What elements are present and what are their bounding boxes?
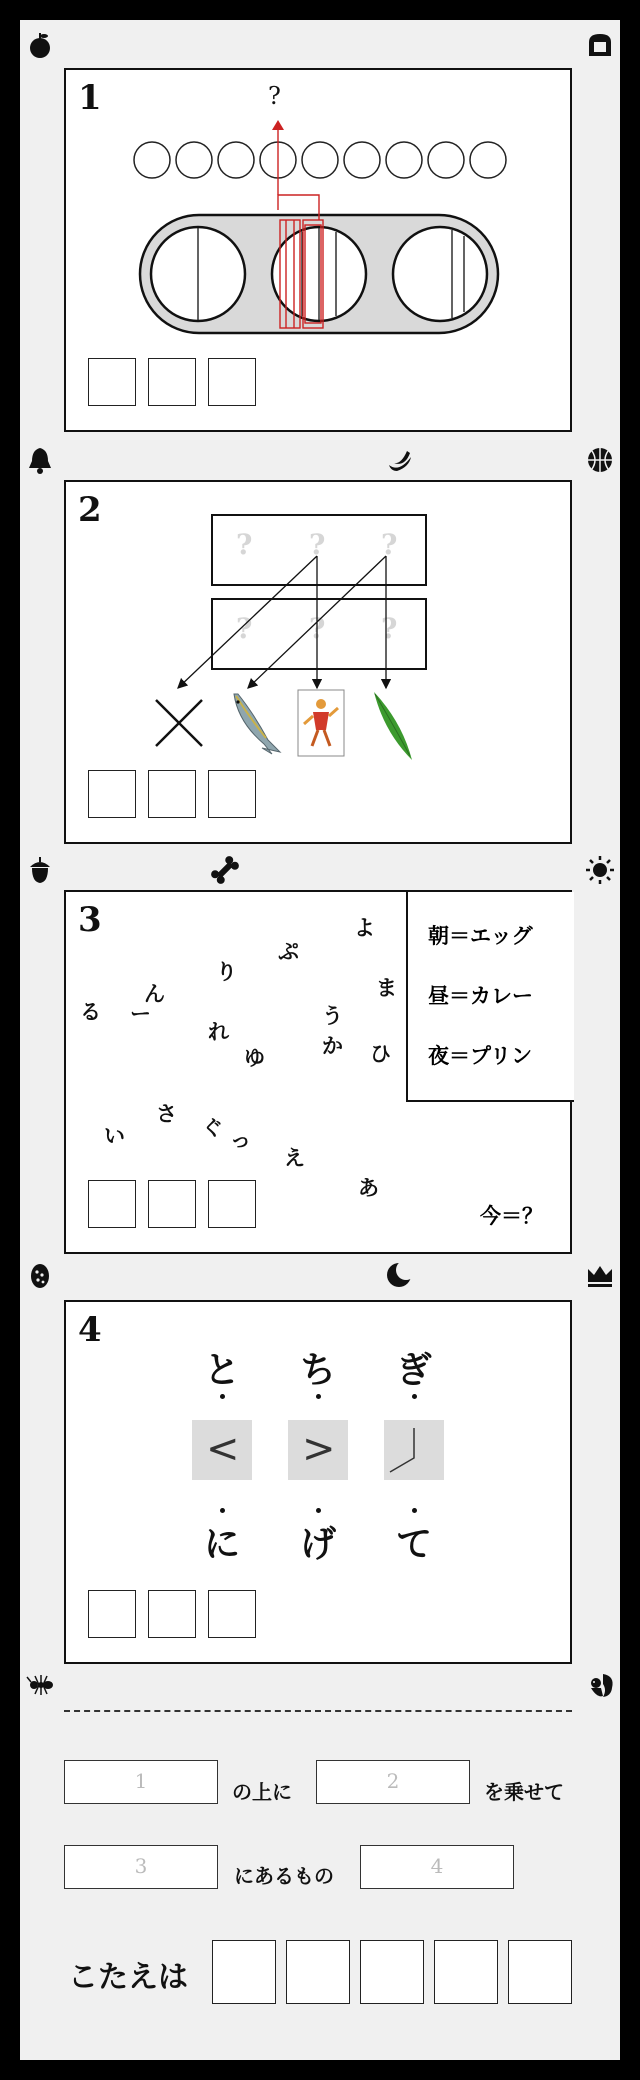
panel-number: 2 bbox=[78, 490, 102, 530]
upper-q-1: ? bbox=[236, 528, 253, 561]
egg-icon bbox=[25, 1260, 55, 1290]
final-answer-box-5[interactable] bbox=[508, 1940, 572, 2004]
symbol-box-1: < bbox=[192, 1420, 252, 1480]
lower-q-2: ? bbox=[309, 612, 326, 645]
now-question: 今＝？ bbox=[480, 1203, 543, 1228]
kana-char: れ bbox=[208, 1019, 229, 1044]
final-answer-box-1[interactable] bbox=[212, 1940, 276, 2004]
answer-label: こたえは bbox=[68, 1960, 188, 1995]
basketball-icon bbox=[585, 445, 615, 475]
text-nosete: を乗せて bbox=[484, 1780, 564, 1804]
moon-icon bbox=[385, 1260, 415, 1290]
dashed-divider bbox=[64, 1710, 572, 1712]
top-kana-2: ち bbox=[299, 1349, 336, 1391]
answer-box-2[interactable] bbox=[148, 770, 196, 818]
puzzle-sheet bbox=[20, 20, 620, 2060]
panel-number: 1 bbox=[78, 78, 102, 118]
final-answer-box-3[interactable] bbox=[360, 1940, 424, 2004]
corner-stroke-icon bbox=[384, 1420, 444, 1480]
answer-box-1[interactable] bbox=[88, 358, 136, 406]
lower-q-3: ? bbox=[381, 612, 398, 645]
crown-icon bbox=[585, 1260, 615, 1290]
kana-char: か bbox=[322, 1033, 343, 1058]
final-answer-box-4[interactable] bbox=[434, 1940, 498, 2004]
kana-char: え bbox=[284, 1145, 305, 1170]
panel-number: 4 bbox=[78, 1310, 102, 1350]
upper-q-3: ? bbox=[381, 528, 398, 561]
kana-char: ゆ bbox=[244, 1045, 265, 1070]
bell-icon bbox=[25, 445, 55, 475]
clue-box bbox=[406, 892, 574, 1102]
playing-card-icon bbox=[298, 690, 344, 756]
bamboo-leaf-icon bbox=[374, 692, 412, 760]
blank-1[interactable]: 1 bbox=[64, 1760, 218, 1804]
puzzle-panel-1 bbox=[64, 68, 572, 432]
marker-dot bbox=[316, 1508, 321, 1513]
bread-icon bbox=[585, 30, 615, 60]
kana-char: ー bbox=[130, 1001, 151, 1026]
cross-icon bbox=[156, 700, 202, 746]
answer-box-3[interactable] bbox=[208, 358, 256, 406]
blank-4[interactable]: 4 bbox=[360, 1845, 514, 1889]
kana-char: っ bbox=[230, 1127, 251, 1152]
answer-box-3[interactable] bbox=[208, 770, 256, 818]
clue-noon: 昼＝カレー bbox=[428, 983, 533, 1008]
answer-box-1[interactable] bbox=[88, 1590, 136, 1638]
answer-box-3[interactable] bbox=[208, 1180, 256, 1228]
answer-box-2[interactable] bbox=[148, 358, 196, 406]
kana-char: る bbox=[80, 999, 101, 1024]
marker-dot bbox=[412, 1508, 417, 1513]
banana-icon bbox=[385, 445, 415, 475]
marker-dot bbox=[220, 1394, 225, 1399]
symbol-box-3 bbox=[384, 1420, 444, 1480]
ant-icon bbox=[25, 1670, 55, 1700]
answer-box-2[interactable] bbox=[148, 1180, 196, 1228]
bottom-kana-3: て bbox=[395, 1523, 432, 1565]
top-kana-1: と bbox=[203, 1349, 240, 1391]
lower-q-1: ? bbox=[236, 612, 253, 645]
kana-char: ぷ bbox=[278, 939, 299, 964]
answer-box-1[interactable] bbox=[88, 1180, 136, 1228]
answer-box-1[interactable] bbox=[88, 770, 136, 818]
clue-morning: 朝＝エッグ bbox=[428, 923, 533, 948]
apple-icon bbox=[25, 30, 55, 60]
kana-char: ぐ bbox=[202, 1115, 223, 1140]
symbol-box-2: > bbox=[288, 1420, 348, 1480]
acorn-icon bbox=[25, 855, 55, 885]
puzzle-panel-3 bbox=[64, 890, 572, 1254]
sun-icon bbox=[585, 855, 615, 885]
top-kana-3: ぎ bbox=[395, 1349, 432, 1391]
marker-dot bbox=[316, 1394, 321, 1399]
question-mark: ? bbox=[268, 82, 281, 110]
kana-char: さ bbox=[156, 1101, 177, 1126]
marker-dot bbox=[220, 1508, 225, 1513]
puzzle-panel-4 bbox=[64, 1300, 572, 1664]
kana-char: ひ bbox=[370, 1041, 391, 1066]
circle-puzzle-diagram bbox=[66, 70, 570, 430]
kana-char: い bbox=[104, 1123, 125, 1148]
squirrel-icon bbox=[585, 1670, 615, 1700]
panel-number: 3 bbox=[78, 900, 102, 940]
text-ni-aru-mono: にあるもの bbox=[234, 1864, 334, 1888]
bottom-kana-1: に bbox=[203, 1523, 240, 1565]
puzzle-panel-2 bbox=[64, 480, 572, 844]
kana-char: よ bbox=[354, 915, 375, 940]
clue-night: 夜＝プリン bbox=[428, 1043, 533, 1068]
upper-q-2: ? bbox=[309, 528, 326, 561]
blank-3[interactable]: 3 bbox=[64, 1845, 218, 1889]
kana-char: ま bbox=[376, 975, 397, 1000]
bottom-kana-2: げ bbox=[299, 1523, 336, 1565]
answer-box-2[interactable] bbox=[148, 1590, 196, 1638]
final-answer-box-2[interactable] bbox=[286, 1940, 350, 2004]
text-ue-ni: の上に bbox=[232, 1780, 292, 1804]
kana-char: う bbox=[322, 1003, 343, 1028]
marker-dot bbox=[412, 1394, 417, 1399]
arrow-diagram bbox=[66, 482, 570, 842]
bone-icon bbox=[210, 855, 240, 885]
fish-icon bbox=[234, 694, 280, 754]
kana-char: り bbox=[216, 959, 237, 984]
kana-char: あ bbox=[358, 1175, 379, 1200]
answer-box-3[interactable] bbox=[208, 1590, 256, 1638]
kana-char: ん bbox=[144, 981, 165, 1006]
blank-2[interactable]: 2 bbox=[316, 1760, 470, 1804]
